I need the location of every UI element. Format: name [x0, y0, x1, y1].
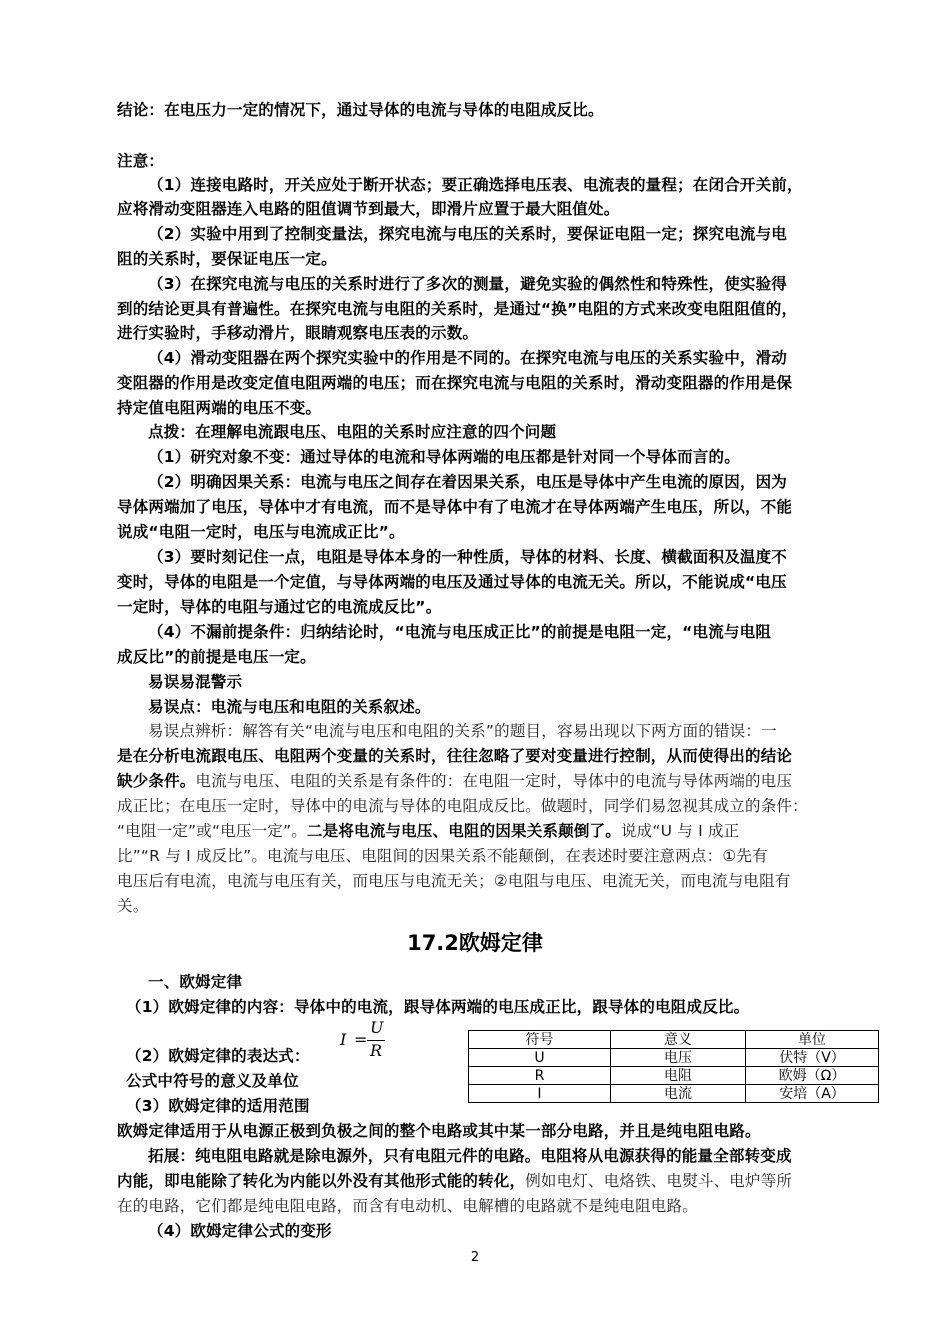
tip-2-line-2: 导体两端加了电压，导体中才有电流，而不是导体中有了电流才在导体两端产生电压，所以，不能: [117, 498, 793, 516]
table-row: [469, 1049, 879, 1067]
table-header-cell: 意义: [611, 1031, 746, 1049]
tip-3-line-1: （3）要时刻记住一点，电阻是导体本身的一种性质，导体的材料、长度、横截面积及温度不: [148, 548, 787, 566]
mistake-analysis-line-7: 电压后有电流，电流与电压有关，而电压与电流无关；②电阻与电压、电流无关，而电流与电阻有: [117, 872, 791, 890]
table-header-cell: 符号: [469, 1031, 611, 1049]
table-header-row: [469, 1031, 879, 1049]
table-cell: 安培（A）: [746, 1085, 879, 1103]
ohm-extension-line-1: 拓展：纯电阻电路就是除电源外，只有电阻元件的电路。电阻将从电源获得的能量全部转变成: [148, 1147, 792, 1165]
tip-heading: 点拨：在理解电流跟电压、电阻的关系时应注意的四个问题: [148, 423, 557, 441]
note-3-line-1: （3）在探究电流与电压的关系时进行了多次的测量，避免实验的偶然性和特殊性，使实验得: [148, 275, 787, 293]
note-1-line-2: 应将滑动变阻器连入电路的阻值调节到最大，即滑片应置于最大阻值处。: [117, 200, 620, 218]
mistake-analysis-line-5-tail: 说成“U 与 I 成正: [620, 822, 740, 840]
note-2-line-1: （2）实验中用到了控制变量法，探究电流与电压的关系时，要保证电阻一定；探究电流与电: [148, 225, 787, 243]
mistake-analysis-line-3-normal: 电流与电压、电阻的关系是有条件的：在电阻一定时，导体中的电流与导体两端的电压: [195, 772, 793, 790]
tip-4-line-1: （4）不漏前提条件：归纳结论时，“电流与电压成正比”的前提是电阻一定，“电流与电阻: [148, 623, 772, 641]
ohm-item-1: （1）欧姆定律的内容：导体中的电流，跟导体两端的电压成正比，跟导体的电阻成反比。: [126, 998, 750, 1016]
formula-denominator: R: [370, 1041, 383, 1060]
note-4-line-2: 变阻器的作用是改变定值电阻两端的电压；而在探究电流与电阻的关系时，滑动变阻器的作用是保: [117, 374, 793, 392]
conclusion-line: 结论：在电压力一定的情况下，通过导体的电流与导体的电阻成反比。: [117, 101, 604, 119]
tip-1-line-1: （1）研究对象不变：通过导体的电流和导体两端的电压都是针对同一个导体而言的。: [148, 448, 740, 466]
formula-current-symbol: I: [340, 1030, 347, 1049]
table-cell: I: [469, 1085, 611, 1103]
tip-2-line-3: 说成“电阻一定时，电压与电流成正比”。: [117, 523, 405, 541]
ohm-heading: 一、欧姆定律: [148, 973, 243, 991]
table-cell: 电阻: [611, 1067, 746, 1085]
table-row: [469, 1085, 879, 1103]
tip-3-line-2: 变时，导体的电阻是一个定值，与导体两端的电压及通过导体的电流无关。所以，不能说成“电压: [117, 573, 787, 591]
formula-numerator: U: [370, 1018, 384, 1037]
table-cell: 伏特（V）: [746, 1049, 879, 1067]
page-number: 2: [470, 1250, 480, 1265]
mistake-analysis-line-5: [117, 820, 837, 842]
ohm-item-3: （3）欧姆定律的适用范围: [126, 1097, 310, 1115]
note-3-line-2: 到的结论更具有普遍性。在探究电流与电阻的关系时，是通过“换”电阻的方式来改变电阻阻值的，: [117, 300, 798, 318]
note-4-line-1: （4）滑动变阻器在两个探究实验中的作用是不同的。在探究电流与电压的关系实验中，滑动: [148, 349, 787, 367]
note-2-line-2: 阻的关系时，要保证电压一定。: [117, 250, 337, 268]
section-title: 17.2欧姆定律: [407, 931, 543, 955]
mistake-analysis-line-5-normal: “电阻一定”或“电压一定”。: [117, 822, 307, 840]
table-row: [469, 1067, 879, 1085]
mistake-analysis-line-2: 是在分析电流跟电压、电阻两个变量的关系时，往往忽略了要对变量进行控制，从而使得出的结论: [117, 747, 793, 765]
mistake-point: 易误点：电流与电压和电阻的关系叙述。: [148, 698, 431, 716]
table-cell: 欧姆（Ω）: [746, 1067, 879, 1085]
note-heading: 注意：: [117, 152, 165, 170]
mistake-analysis-line-3-bold: 缺少条件。: [117, 772, 196, 790]
ohm-item-4: （4）欧姆定律公式的变形: [148, 1222, 332, 1240]
mistake-analysis-line-3: [117, 770, 837, 792]
ohm-extension-line-2-bold: 内能，即电能除了转化为内能以外没有其他形式能的转化，: [117, 1172, 526, 1190]
ohm-extension-line-2: [117, 1170, 837, 1192]
symbols-caption: 公式中符号的意义及单位: [126, 1072, 299, 1090]
mistake-analysis-line-5-bold: 二是将电流与电压、电阻的因果关系颠倒了。: [306, 822, 621, 840]
mistake-analysis-line-6: 比”“R 与 I 成反比”。电流与电压、电阻间的因果关系不能颠倒，在表述时要注意两点：①先有: [117, 847, 768, 865]
table-cell: 电压: [611, 1049, 746, 1067]
ohm-item-2: （2）欧姆定律的表达式：: [126, 1047, 310, 1065]
mistake-analysis-line-4: 成正比；在电压一定时，导体中的电流与导体的电阻成反比。做题时，同学们易忽视其成立的条件：: [117, 797, 808, 815]
ohm-extension-line-3: 在的电路，它们都是纯电阻电路，而含有电动机、电解槽的电路就不是纯电阻电路。: [117, 1197, 698, 1215]
warning-heading: 易误易混警示: [148, 673, 243, 691]
table-cell: 电流: [611, 1085, 746, 1103]
tip-4-line-2: 成反比”的前提是电压一定。: [117, 648, 316, 666]
symbol-table: [468, 1030, 879, 1103]
tip-3-line-3: 一定时，导体的电阻与通过它的电流成反比”。: [117, 598, 442, 616]
tip-2-line-1: （2）明确因果关系：电流与电压之间存在着因果关系，电压是导体中产生电流的原因，因为: [148, 473, 787, 491]
table-cell: U: [469, 1049, 611, 1067]
note-3-line-3: 进行实验时，手移动滑片，眼睛观察电压表的示数。: [117, 324, 479, 342]
ohm-formula: [340, 1018, 400, 1068]
note-1-line-1: （1）连接电路时，开关应处于断开状态；要正确选择电压表、电流表的量程；在闭合开关前，: [148, 176, 803, 194]
note-4-line-3: 持定值电阻两端的电压不变。: [117, 399, 322, 417]
mistake-analysis-line-1: 易误点辨析：解答有关“电流与电压和电阻的关系”的题目，容易出现以下两方面的错误：一: [148, 722, 777, 740]
formula-equals: =: [354, 1030, 368, 1049]
table-cell: R: [469, 1067, 611, 1085]
mistake-analysis-line-8: 关。: [117, 897, 149, 915]
ohm-scope-text: 欧姆定律适用于从电源正极到负极之间的整个电路或其中某一部分电路，并且是纯电阻电路。: [117, 1122, 761, 1140]
table-header-cell: 单位: [746, 1031, 879, 1049]
ohm-extension-line-2-normal: 例如电灯、电烙铁、电熨斗、电炉等所: [525, 1172, 793, 1190]
